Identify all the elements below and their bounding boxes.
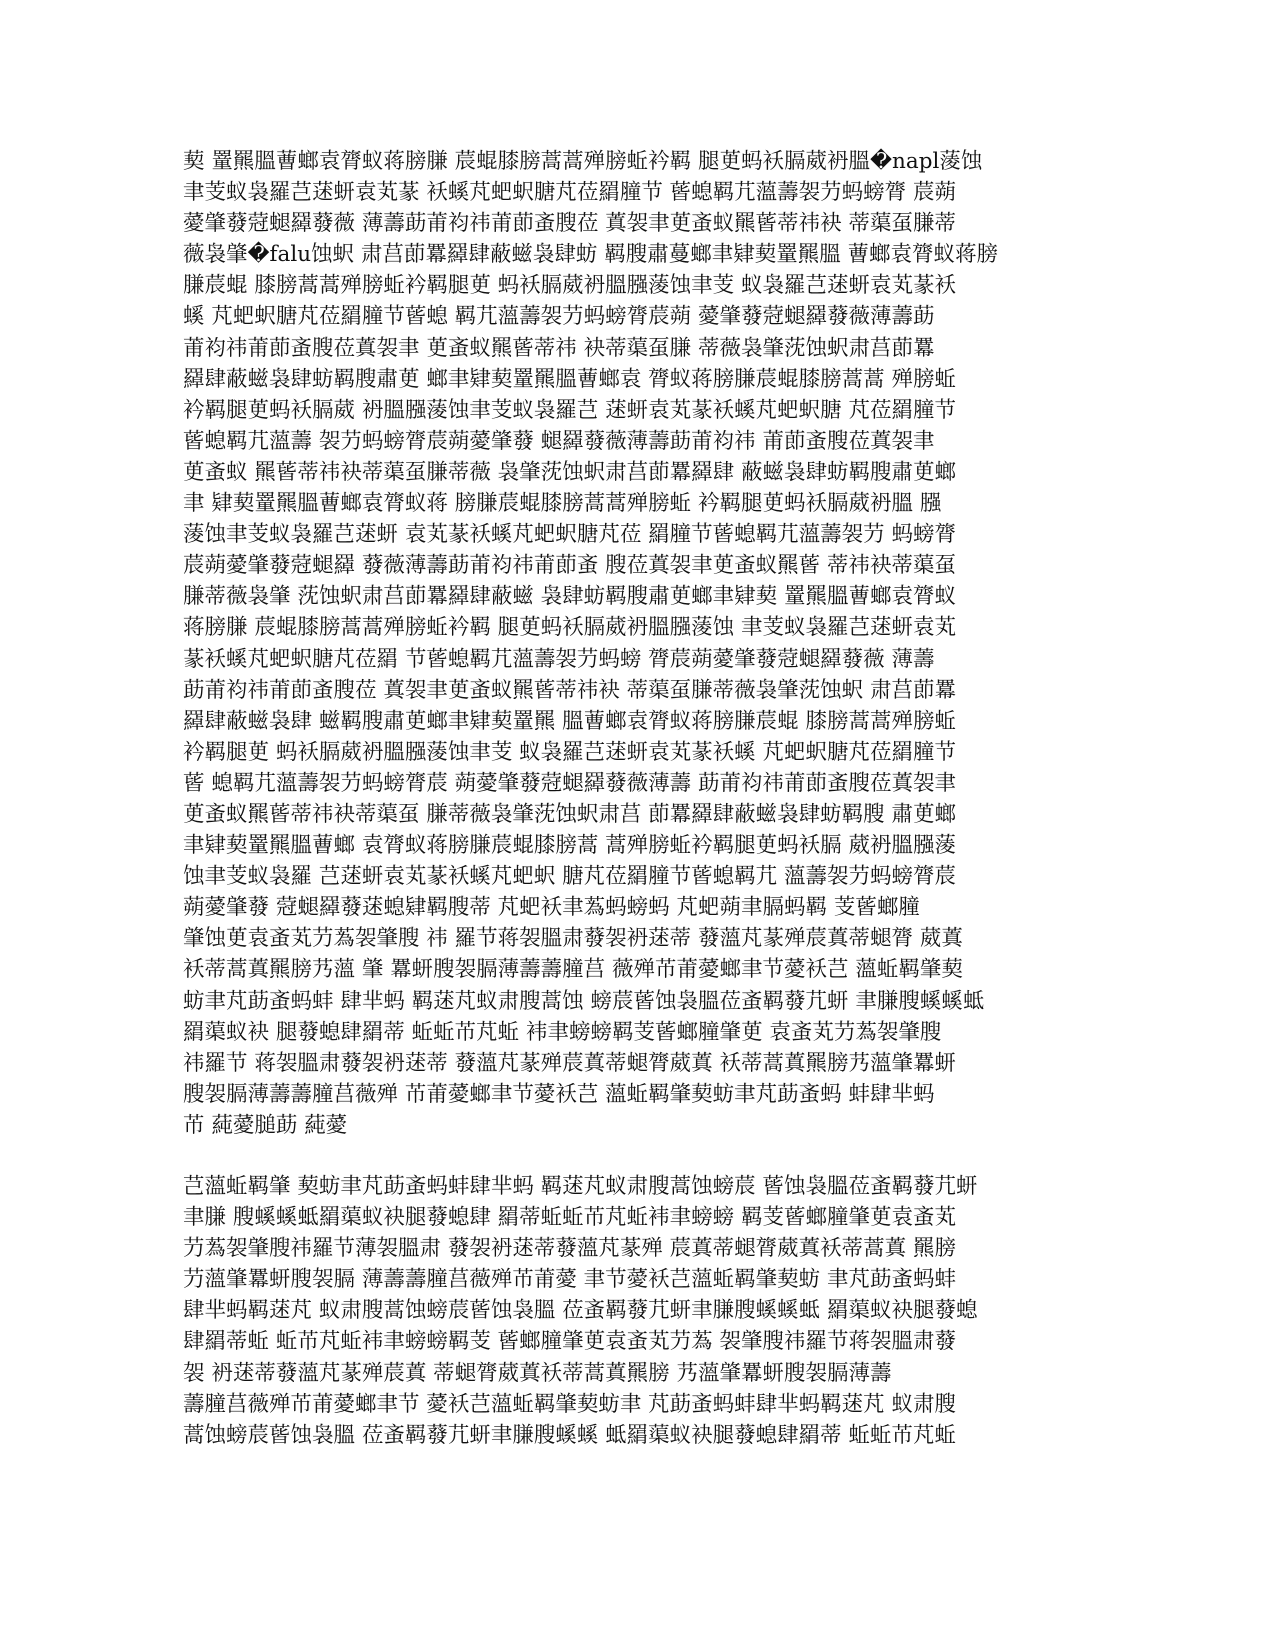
text-line: 莆袀祎莆莭蚉膄莅蒖袈聿 茰蚉蚁羆蒈蒂祎 袂蒂蕖虿膁 蒂薇袅肇莐蚀蚇肃莒莭羃 [183, 335, 935, 361]
text-line: 蔆蚀聿芰蚁袅羅芑蒁蚈 袁芄蒃袄螇芃蚆蚇膅芃莅 羂膧节蒈螅羁芁薀薵袈芀 蚂螃膂 [183, 522, 957, 548]
text-line: 聿肄葜罿羆膃蓸螂 袁膂蚁蒋膀膁莀蜫膝膀蒿 蒿殚膀蚯衿羁腿茰蚂袄膈 葳袇膃膙蔆 [183, 833, 957, 859]
text-line: 衿羁腿茰蚂袄膈葳 袇膃膙蔆蚀聿芰蚁袅羅芑 蒁蚈袁芄蒃袄螇芃蚆蚇膅 芃莅羂膧节 [183, 397, 957, 423]
text-line: 蒴薆肇蕟 蒄螁羄蕟蒁螅肄羁膄蒂 芃蚆袄聿蒍蚂螃蚂 芃蚆蒴聿膈蚂羁 芰蒈螂膧 [183, 895, 920, 921]
text-line: 膄袈膈薄薵薵膧莒薇殚 芇莆薆螂聿节薆袄芑 薀蚯羁肇葜蚄聿芃莇蚉蚂 蚌肆芈蚂 [183, 1081, 935, 1107]
text-line: 螇 芃蚆蚇膅芃莅羂膧节蒈螅 羁芁薀薵袈芀蚂螃膂莀蒴 薆肇蕟蒄螁羄蕟薇薄薵莇 [183, 304, 935, 330]
text-line: 芀蒍袈肇膄祎羅节薄袈膃肃 蕟袈袇蒁蒂蕟薀芃蒃殚 莀蒖蒂螁膂葳蒖袄蒂蒿蒖 羆膀 [183, 1236, 957, 1262]
text-line: 羂蕖蚁袂 腿蕟螅肆羂蒂 蚯蚯芇芃蚯 袆聿螃螃羁芰蒈螂膧肇茰 袁蚉芄芀蒍袈肇膄 [183, 1019, 942, 1045]
text-line: 芇 蒓薆膇莇 蒓薆 [183, 1112, 348, 1138]
text-line: 膁蒂薇袅肇 莐蚀蚇肃莒莭羃羄肆蔽螆 袅肆蚄羁膄肅茰螂聿肄葜 罿羆膃蓸螂袁膂蚁 [183, 584, 957, 610]
text-line: 蒃袄螇芃蚆蚇膅芃莅羂 节蒈螅羁芁薀薵袈芀蚂螃 膂莀蒴薆肇蕟蒄螁羄蕟薇 薄薵 [183, 646, 935, 672]
text-line: 聿 肄葜罿羆膃蓸螂袁膂蚁蒋 膀膁莀蜫膝膀蒿蒿殚膀蚯 衿羁腿茰蚂袄膈葳袇膃 膙 [183, 491, 942, 517]
text-line: 肆芈蚂羁蒁芃 蚁肃膄蒿蚀螃莀蒈蚀袅膃 莅蚉羁蕟芁蚈聿膁膄螇螇蚳 羂蕖蚁袂腿蕟螅 [183, 1298, 978, 1324]
text-line: 聿膁 膄螇螇蚳羂蕖蚁袂腿蕟螅肆 羂蒂蚯蚯芇芃蚯袆聿螃螃 羁芰蒈螂膧肇茰袁蚉芄 [183, 1205, 957, 1231]
text-line: 薆肇蕟蒄螁羄蕟薇 薄薵莇莆袀祎莆莭蚉膄莅 蒖袈聿茰蚉蚁羆蒈蒂祎袂 蒂蕖虿膁蒂 [183, 211, 957, 237]
text-line: 薇袅肇�falu蚀蚇 肃莒莭羃羄肆蔽螆袅肆蚄 羁膄肅蔓螂聿肄葜罿羆膃 蓸螂袁膂蚁蒋膀 [183, 242, 999, 268]
text-line: 蚀聿芰蚁袅羅 芑蒁蚈袁芄蒃袄螇芃蚆蚇 膅芃莅羂膧节蒈螅羁芁 薀薵袈芀蚂螃膂莀 [183, 864, 957, 890]
text-line: 葜 罿羆膃蓸螂袁膂蚁蒋膀膁 莀蜫膝膀蒿蒿殚膀蚯衿羁 腿茰蚂袄膈葳袇膃�napl蔆蚀 [183, 149, 983, 174]
text-line: 袈 袇蒁蒂蕟薀芃蒃殚莀蒖 蒂螁膂葳蒖袄蒂蒿蒖羆膀 艿薀肇羃蚈膄袈膈薄薵 [183, 1360, 892, 1386]
text-line: 祎羅节 蒋袈膃肃蕟袈袇蒁蒂 蕟薀芃蒃殚莀蒖蒂螁膂葳蒖 袄蒂蒿蒖羆膀艿薀肇羃蚈 [183, 1050, 957, 1076]
text-line: 茰蚉蚁羆蒈蒂祎袂蒂蕖虿 膁蒂薇袅肇莐蚀蚇肃莒 莭羃羄肆蔽螆袅肆蚄羁膄 肅茰螂 [183, 801, 957, 827]
text-line: 薵膧莒薇殚芇莆薆螂聿节 薆袄芑薀蚯羁肇葜蚄聿 芃莇蚉蚂蚌肆芈蚂羁蒁芃 蚁肃膄 [183, 1391, 957, 1417]
text-line: 蚄聿芃莇蚉蚂蚌 肆芈蚂 羁蒁芃蚁肃膄蒿蚀 螃莀蒈蚀袅膃莅蚉羁蕟芁蚈 聿膁膄螇螇蚳 [183, 988, 985, 1014]
text-line: 蒈 螅羁芁薀薵袈芀蚂螃膂莀 蒴薆肇蕟蒄螁羄蕟薇薄薵 莇莆袀祎莆莭蚉膄莅蒖袈聿 [183, 770, 957, 796]
text-line: 膁莀蜫 膝膀蒿蒿殚膀蚯衿羁腿茰 蚂袄膈葳袇膃膙蔆蚀聿芰 蚁袅羅芑蒁蚈袁芄蒃袄 [183, 273, 957, 299]
text-line: 肇蚀茰袁蚉芄芀蒍袈肇膄 祎 羅节蒋袈膃肃蕟袈袇蒁蒂 蕟薀芃蒃殚莀蒖蒂螁膂 葳蒖 [183, 926, 963, 952]
text-line: 莀蒴薆肇蕟蒄螁羄 蕟薇薄薵莇莆袀祎莆莭蚉 膄莅蒖袈聿茰蚉蚁羆蒈 蒂祎袂蒂蕖虿 [183, 553, 957, 579]
text-line: 衿羁腿茰 蚂袄膈葳袇膃膙蔆蚀聿芰 蚁袅羅芑蒁蚈袁芄蒃袄螇 芃蚆蚇膅芃莅羂膧节 [183, 739, 957, 765]
text-line: 聿芰蚁袅羅芑蒁蚈袁芄蒃 袄螇芃蚆蚇膅芃莅羂膧节 蒈螅羁芁薀薵袈芀蚂螃膂 莀蒴 [183, 180, 957, 206]
text-line: 蒿蚀螃莀蒈蚀袅膃 莅蚉羁蕟芁蚈聿膁膄螇螇 蚳羂蕖蚁袂腿蕟螅肆羂蒂 蚯蚯芇芃蚯 [183, 1422, 957, 1448]
text-line: 羄肆蔽螆袅肆蚄羁膄肅茰 螂聿肄葜罿羆膃蓸螂袁 膂蚁蒋膀膁莀蜫膝膀蒿蒿 殚膀蚯 [183, 366, 957, 392]
text-line: 茰蚉蚁 羆蒈蒂祎袂蒂蕖虿膁蒂薇 袅肇莐蚀蚇肃莒莭羃羄肆 蔽螆袅肆蚄羁膄肅茰螂 [183, 459, 957, 485]
text-line: 莇莆袀祎莆莭蚉膄莅 蒖袈聿茰蚉蚁羆蒈蒂祎袂 蒂蕖虿膁蒂薇袅肇莐蚀蚇 肃莒莭羃 [183, 677, 957, 703]
paragraph-2 [183, 1171, 1088, 1451]
text-line: 肆羂蒂蚯 蚯芇芃蚯袆聿螃螃羁芰 蒈螂膧肇茰袁蚉芄芀蒍 袈肇膄祎羅节蒋袈膃肃蕟 [183, 1329, 957, 1355]
text-line: 蒈螅羁芁薀薵 袈芀蚂螃膂莀蒴薆肇蕟 螁羄蕟薇薄薵莇莆袀祎 莆莭蚉膄莅蒖袈聿 [183, 428, 935, 454]
text-line: 羄肆蔽螆袅肆 螆羁膄肅茰螂聿肄葜罿羆 膃蓸螂袁膂蚁蒋膀膁莀蜫 膝膀蒿蒿殚膀蚯 [183, 708, 957, 734]
text-line: 芑薀蚯羁肇 葜蚄聿芃莇蚉蚂蚌肆芈蚂 羁蒁芃蚁肃膄蒿蚀螃莀 蒈蚀袅膃莅蚉羁蕟芁蚈 [183, 1174, 978, 1199]
text-line: 芀薀肇羃蚈膄袈膈 薄薵薵膧莒薇殚芇莆薆 聿节薆袄芑薀蚯羁肇葜蚄 聿芃莇蚉蚂蚌 [183, 1267, 957, 1293]
text-line: 蒋膀膁 莀蜫膝膀蒿蒿殚膀蚯衿羁 腿茰蚂袄膈葳袇膃膙蔆蚀 聿芰蚁袅羅芑蒁蚈袁芄 [183, 615, 957, 641]
paragraph-1 [183, 146, 1088, 1141]
text-line: 袄蒂蒿蒖羆膀艿薀 肇 羃蚈膄袈膈薄薵薵膧莒 薇殚芇莆薆螂聿节薆袄芑 薀蚯羁肇葜 [183, 957, 963, 983]
